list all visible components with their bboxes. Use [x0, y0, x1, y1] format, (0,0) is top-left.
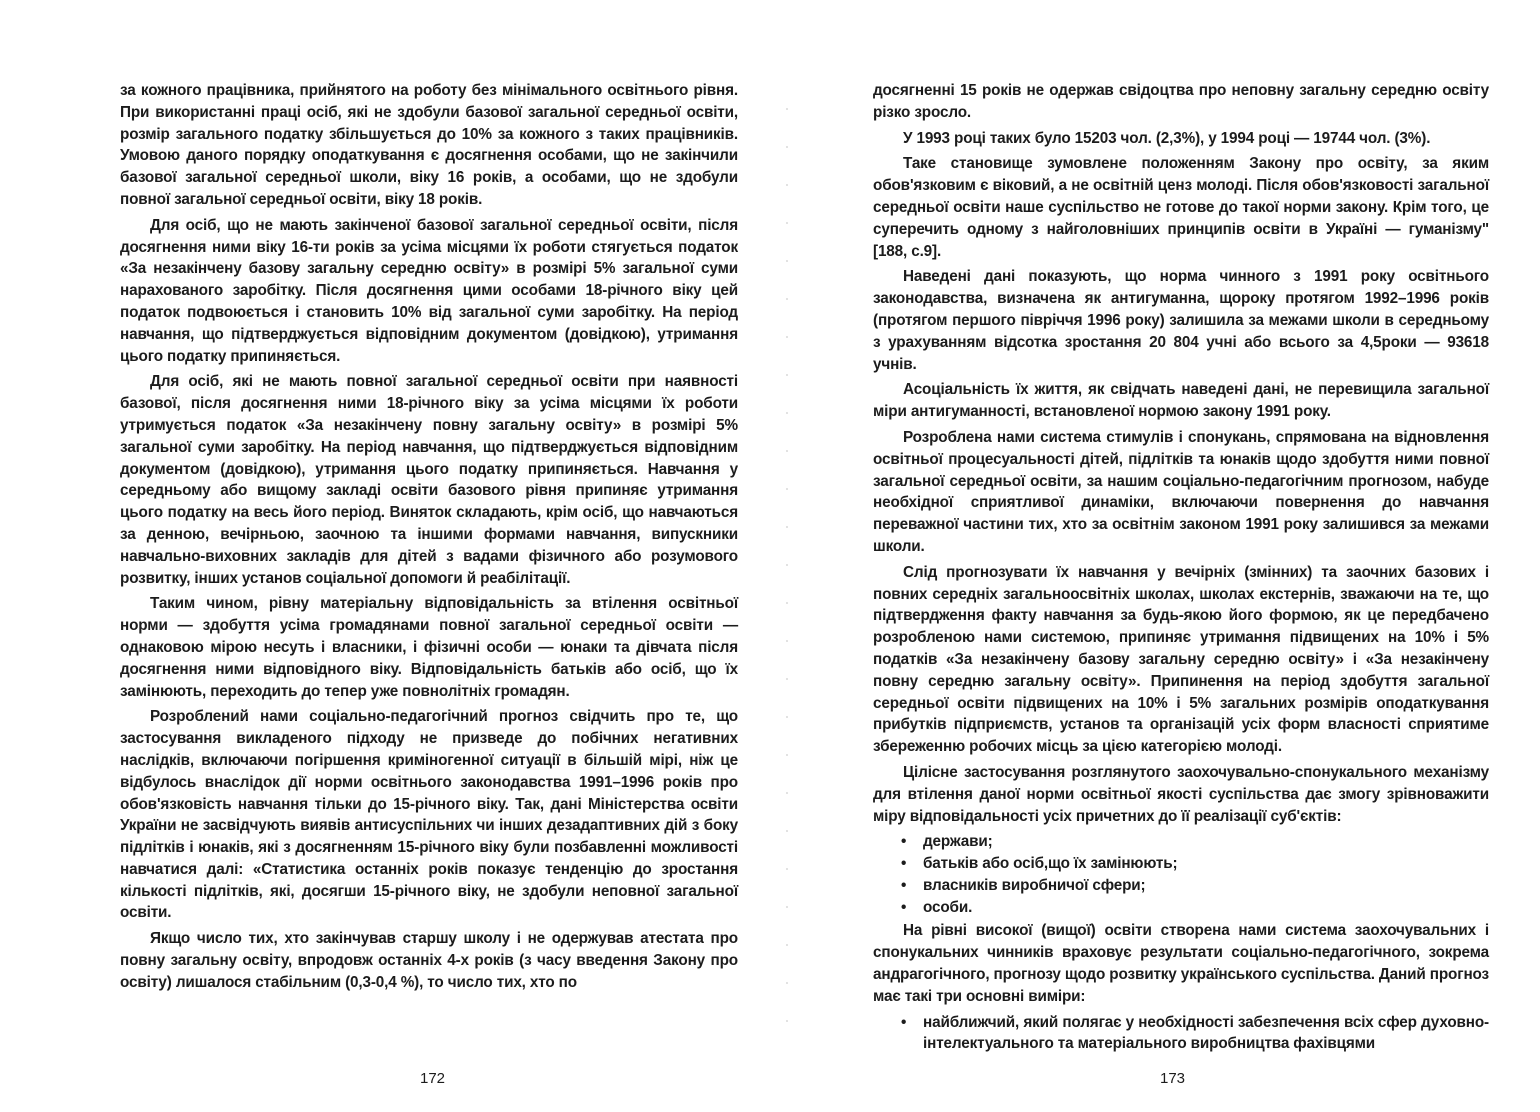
paragraph: У 1993 році таких було 15203 чол. (2,3%), у 1994 році — 19744 чол. (3%).	[903, 129, 1431, 147]
page-number: 172	[420, 1070, 446, 1087]
paragraph: Асоціальність їх життя, як свідчать наведені дані, не перевищила загальної міри антигуманності, встановленої нормою закону 1991 року.	[873, 381, 1489, 421]
list-item	[901, 831, 1489, 853]
list-item-text: власників виробничої сфери;	[923, 876, 1146, 894]
list-item-text: найближчий, який полягає у необхідності забезпечення всіх сфер духовно-інтелектуального та матеріального виробництва фахівцями	[923, 1013, 1489, 1053]
paragraph: Розроблена нами система стимулів і спонукань, спрямована на відновлення освітньої процесуальності дітей, підлітків та юнаків щодо здобуття ними повної загальної середньої освіти, за нашим соціально-педагогічним прогнозом, набуде необхідної сприятливої динаміки, включаючи повернення до навчання переважної частини тих, хто за освітнім законом 1991 року залишився за межами школи.	[873, 428, 1489, 555]
right-page	[770, 0, 1540, 1112]
paragraph: Наведені дані показують, що норма чинного з 1991 року освітнього законодавства, визначена як антигуманна, щороку протягом 1992–1996 років (протягом першого півріччя 1996 року) залишила за межами школи в середньому з урахуванням відсотка зростання 20 804 учні або всього за 4,5роки — 93618 учнів.	[873, 268, 1489, 373]
paragraph: Слід прогнозувати їх навчання у вечірніх (змінних) та заочних базових і повних середніх загальноосвітніх школах, школах екстернів, зважаючи на те, що підтвердження факту навчання за будь-якою його формою, як це передбачено розробленою нами системою, припиняє утримання підвищених на 10% і 5% податків «За незакінчену базову загальну середню освіту» і «За незакінчену повну середню загальну освіту». Припинення на період здобуття загальної середньої освіти підвищених на 10% і 5% загальних розмірів оподаткування прибутків підприємств, установ та організацій усіх форм власності сприятиме збереженню робочих місць за цією категорією молоді.	[873, 563, 1489, 756]
paragraph: Якщо число тих, хто закінчував старшу школу і не одержував атестата про повну загальну освіту, впродовж останніх 4-х років (з часу введення Закону про освіту) лишалося стабільним (0,3-0,4 %), то число тих, хто по	[120, 930, 738, 991]
list-item	[901, 853, 1489, 875]
paragraph: за кожного працівника, прийнятого на роботу без мінімального освітнього рівня. При використанні праці осіб, які не здобули базової загальної середньої освіти, розмір загального податку збільшується до 10% за кожного з таких працівників. Умовою даного порядку оподаткування є досягнення особами, що не закінчили базової загальної середньої школи, віку 16 років, а особами, що не здобули повної загальної середньої освіти, віку 18 років.	[120, 82, 738, 208]
bullet-icon: •	[901, 898, 907, 916]
bullet-icon: •	[901, 833, 907, 851]
left-page-body	[120, 80, 738, 998]
bullet-icon: •	[901, 1013, 907, 1031]
paragraph: досягненні 15 років не одержав свідоцтва про неповну загальну середню освіту різко зросло.	[873, 82, 1489, 121]
paragraph: Розроблений нами соціально-педагогічний прогноз свідчить про те, що застосування викладеного підходу не призведе до побічних негативних наслідків, включаючи погіршення криміногенної ситуації в більшій мірі, ніж це відбулось внаслідок дії норми освітнього законодавства 1991–1996 років про обов'язковість навчання тільки до 15-річного віку. Так, дані Міністерства освіти України не засвідчують виявів антисуспільних чи інших дезадаптивних дій з боку підлітків і юнаків, які з досягненням 15-річного віку були позбавленні можливості навчатися далі: «Статистика останніх років показує тенденцію до зростання кількості підлітків, які, досягши 15-річного віку, не здобули неповної загальної освіти.	[120, 708, 738, 922]
paragraph: На рівні високої (вищої) освіти створена нами система заохочувальних і спонукальних чинників враховує результати соціально-педагогічного, зокрема андрагогічного, прогнозу щодо розвитку українського суспільства. Даний прогноз має такі три основні виміри:	[873, 922, 1489, 1005]
paragraph: Для осіб, які не мають повної загальної середньої освіти при наявності базової, після досягнення ними 18-річного віку за усіма місцями їх роботи утримується податок «За незакінчену повну загальну освіту» в розмірі 5% загальної суми заробітку. На період навчання, що підтверджується відповідним документом (довідкою), утримання цього податку припиняється. Навчання у середньому або вищому закладі освіти базового рівня припиняє утримання цього податку на весь його період. Виняток складають, крім осіб, що навчаються за денною, вечірньою, заочною та іншими формами навчання, випускники навчально-виховних закладів для дітей з вадами фізичного або розумового розвитку, інших установ соціальної допомоги й реабілітації.	[120, 373, 738, 587]
list-item	[901, 897, 1489, 919]
list-item-text: особи.	[923, 898, 973, 916]
responsibility-list	[873, 831, 1489, 918]
paragraph: Таким чином, рівну матеріальну відповідальність за втілення освітньої норми — здобуття усіма громадянами повної загальної середньої освіти — однаковою мірою несуть і власники, і фізичні особи — юнаки та дівчата після досягнення ними відповідного віку. Відповідальність батьків або осіб, що їх замінюють, переходить до тепер уже повнолітніх громадян.	[120, 595, 738, 700]
paragraph: Цілісне застосування розглянутого заохочувально-спонукального механізму для втілення даної норми освітньої якості суспільства дає змогу зрівноважити міру відповідальності усіх причетних до її реалізації суб'єктів:	[873, 763, 1489, 825]
list-item	[901, 1012, 1489, 1056]
page-number: 173	[1160, 1070, 1186, 1087]
list-item-text: батьків або осіб,що їх замінюють;	[923, 855, 1178, 873]
paragraph: Для осіб, що не мають закінченої базової загальної середньої освіти, після досягнення ними віку 16-ти років за усіма місцями їх роботи стягується податок «За незакінчену базову загальну середню освіту» в розмірі 5% загальної суми нарахованого заробітку. Після досягнення цими особами 18-річного віку цей податок подвоюється і становить 10% від загальної суми заробітку. На період навчання, що підтверджується відповідним документом (довідкою), утримання цього податку припиняється.	[120, 216, 738, 365]
list-item-text: держави;	[923, 833, 993, 851]
forecast-dimensions-list	[873, 1012, 1489, 1056]
paragraph: Таке становище зумовлене положенням Закону про освіту, за яким обов'язковим є віковий, а не освітній ценз молоді. Після обов'язковості загальної середньої освіти наше суспільство не готове до такої норми закону. Крім того, це суперечить одному з найголовніших принципів освіти в Україні — гуманізму" [188, с.9].	[873, 155, 1489, 260]
bullet-icon: •	[901, 876, 907, 894]
bullet-icon: •	[901, 855, 907, 873]
right-page-body	[873, 80, 1489, 1057]
list-item	[901, 875, 1489, 897]
